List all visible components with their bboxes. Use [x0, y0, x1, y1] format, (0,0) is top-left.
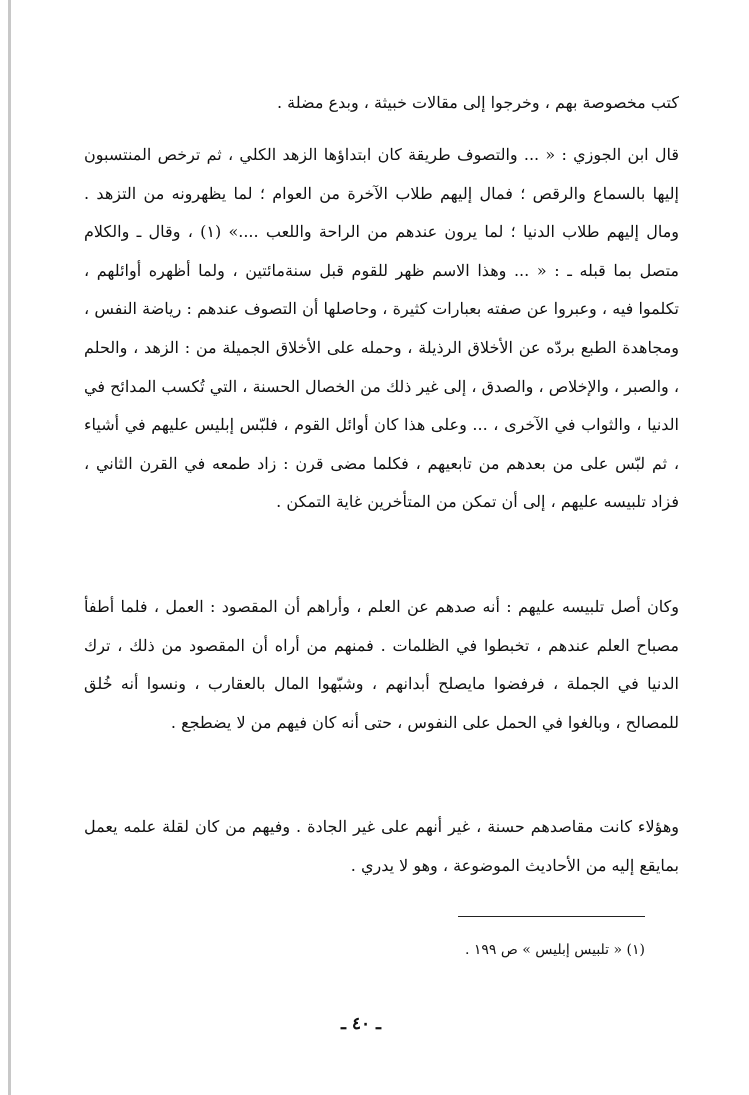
paragraph-4: وهؤلاء كانت مقاصدهم حسنة ، غير أنهم على غير الجادة . وفيهم من كان لقلة علمه يعمل بمايقع إليه من الأحاديث الموضوعة ، وهو لا يدري .	[84, 817, 679, 875]
footnote-divider	[458, 916, 645, 917]
paragraph-2: قال ابن الجوزي : « ... والتصوف طريقة كان ابتداؤها الزهد الكلي ، ثم ترخص المنتسبون إليها بالسماع والرقص ؛ فمال إليهم طلاب الآخرة من العوام ؛ لما يظهرونه من التزهد . ومال إليهم طلاب الدنيا ؛ لما يرون عندهم من الراحة واللعب ....» (١) ، وقال ـ والكلام متصل بما قبله ـ : « ... وهذا الاسم ظهر للقوم قبل سنةمائتين ، ولما أظهره أوائلهم ، تكلموا فيه ، وعبروا عن صفته بعبارات كثيرة ، وحاصلها أن التصوف عندهم : رياضة النفس ، ومجاهدة الطبع بردّه عن الأخلاق الرذيلة ، وحمله على الأخلاق الجميلة من : الزهد ، والحلم ، والصبر ، والإخلاص ، والصدق ، إلى غير ذلك من الخصال الحسنة ، التي تُكسب المدائح في الدنيا ، والثواب في الآخرى ، ... وعلى هذا كان أوائل القوم ، فلبّس إبليس عليهم في أشياء ، ثم لبّس على من بعدهم من تابعيهم ، فكلما مضى قرن : زاد طمعه في القرن الثاني ، فزاد تلبيسه عليهم ، إلى أن تمكن من المتأخرين غاية التمكن .	[84, 145, 680, 512]
footnote: (١) « تلبيس إبليس » ص ١٩٩ .	[464, 942, 645, 958]
page-number: ـ ٤٠ ـ	[340, 1014, 382, 1034]
paragraph-1: كتب مخصوصة بهم ، وخرجوا إلى مقالات خبيثة ، وبدع مضلة .	[276, 93, 679, 112]
scan-edge-shadow	[8, 0, 11, 1095]
paragraph-3: وكان أصل تلبيسه عليهم : أنه صدهم عن العلم ، وأراهم أن المقصود : العمل ، فلما أطفأ مصباح العلم عندهم ، تخبطوا في الظلمات . فمنهم من أراه أن المقصود من ذلك ، ترك الدنيا في الجملة ، فرفضوا مايصلح أبدانهم ، وشبّهوا المال بالعقارب ، ونسوا أنه خُلق للمصالح ، وبالغوا في الحمل على النفوس ، حتى أنه كان فيهم من لا يضطجع .	[84, 597, 680, 732]
